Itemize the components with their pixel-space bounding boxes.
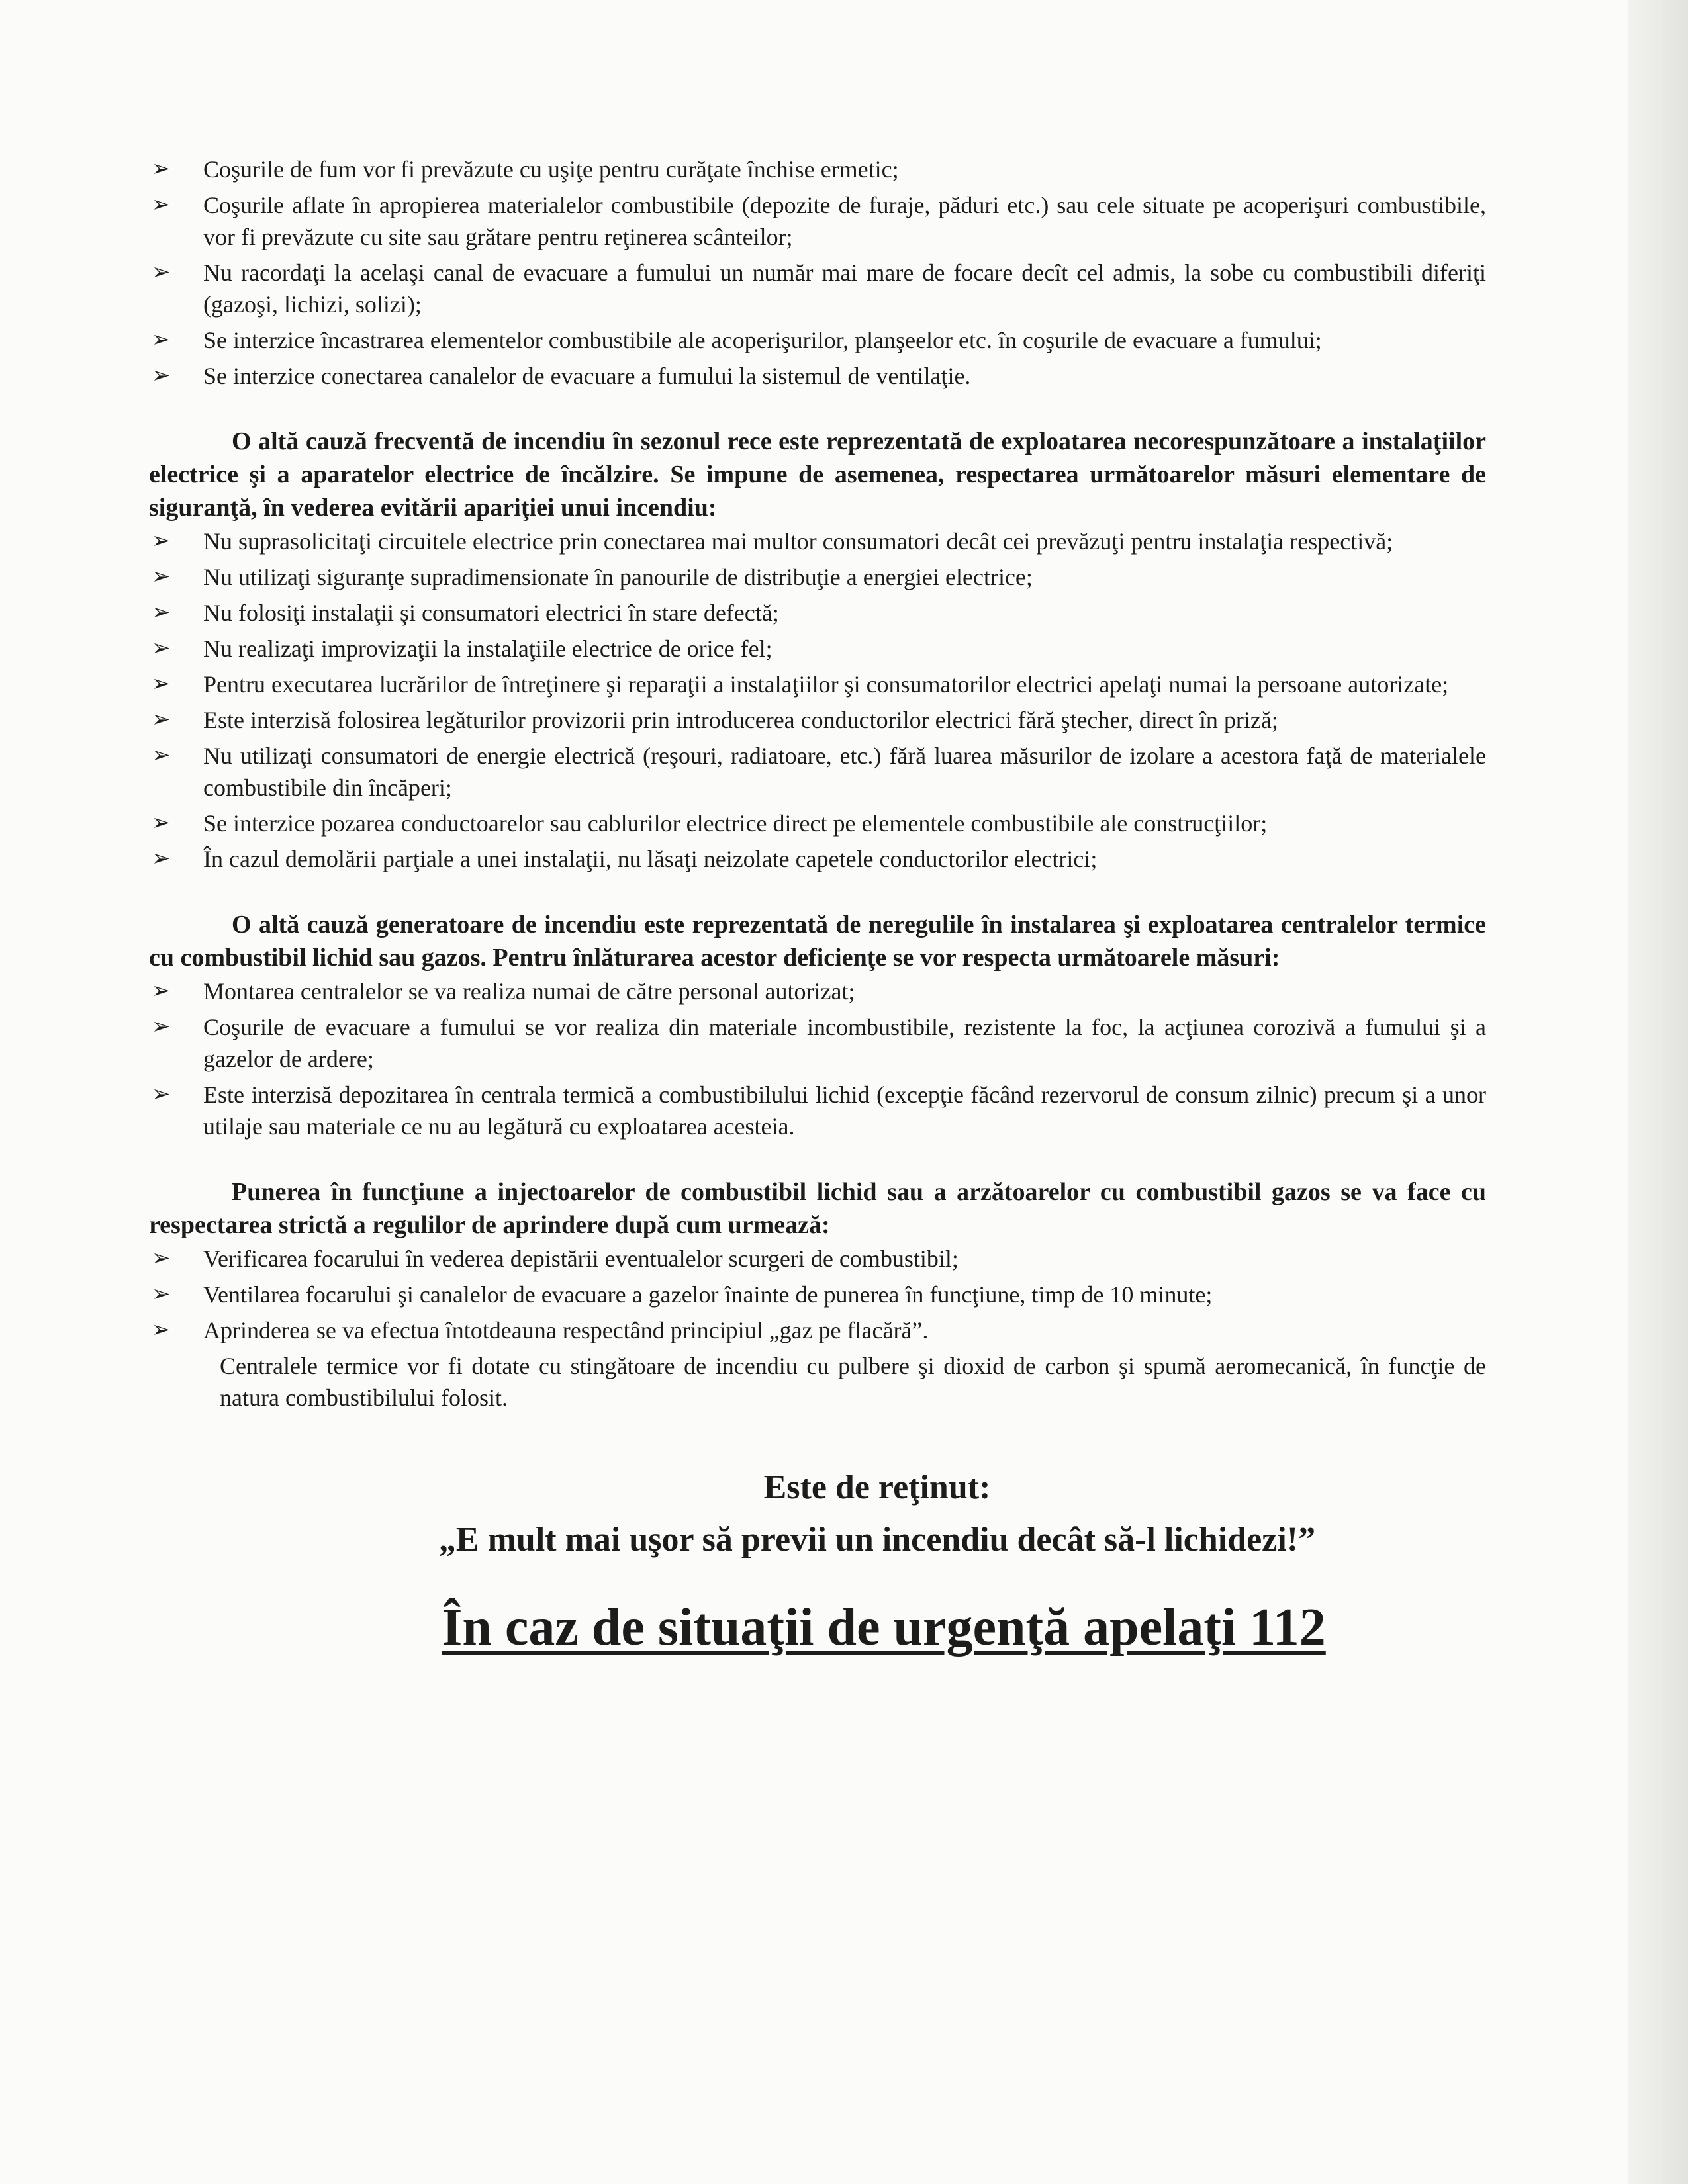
emergency-call-text: În caz de situaţii de urgenţă apelaţi 112 — [442, 1598, 1326, 1657]
list-item: ➢ Ventilarea focarului şi canalelor de evacuare a gazelor înainte de punerea în funcţiune, timp de 10 minute; — [149, 1279, 1486, 1310]
page-edge-shadow — [1628, 0, 1688, 2184]
list-item: ➢ Este interzisă depozitarea în centrala termică a combustibilului lichid (excepţie făcând rezervorul de consum zilnic) precum şi a unor utilaje sau materiale ce nu au legătură cu exploatarea acesteia. — [149, 1079, 1486, 1142]
list-item: ➢ Pentru executarea lucrărilor de întreţinere şi reparaţii a instalaţiilor şi consumatorilor electrici apelaţi numai la persoane autorizate; — [149, 668, 1486, 700]
list-item: ➢ Coşurile aflate în apropierea materialelor combustibile (depozite de furaje, păduri etc.) sau cele situate pe acoperişuri combustibile, vor fi prevăzute cu site sau grătare pentru reţinerea scânteilor; — [149, 189, 1486, 253]
arrow-bullet-icon: ➢ — [152, 672, 171, 696]
arrow-bullet-icon: ➢ — [152, 193, 171, 217]
list-item: ➢ Montarea centralelor se va realiza numai de către personal autorizat; — [149, 976, 1486, 1007]
list-item: ➢ Este interzisă folosirea legăturilor provizorii prin introducerea conductorilor electrici fără ştecher, direct în priză; — [149, 704, 1486, 736]
electrical-intro-paragraph: O altă cauză frecventă de incendiu în sezonul rece este reprezentată de exploatarea necorespunzătoare a instalaţiilor electrice şi a aparatelor electrice de încălzire. Se impune de asemenea, respectarea următoarelor măsuri elementare de siguranţă, în vederea evitării apariţiei unui incendiu: — [149, 428, 1486, 522]
list-item: ➢ Nu racordaţi la acelaşi canal de evacuare a fumului un număr mai mare de focare decît cel admis, la sobe cu combustibili diferiţi (gazoşi, lichizi, solizi); — [149, 257, 1486, 320]
arrow-bullet-icon: ➢ — [152, 636, 171, 660]
prevention-quote: „E mult mai uşor să previi un incendiu decât să-l lichidezi!” — [438, 1521, 1316, 1559]
arrow-bullet-icon: ➢ — [152, 743, 171, 768]
document-body — [149, 154, 1486, 1658]
list-item: ➢ Coşurile de fum vor fi prevăzute cu uşiţe pentru curăţate închise ermetic; — [149, 154, 1486, 185]
list-item: ➢ Se interzice încastrarea elementelor combustibile ale acoperişurilor, planşeelor etc. în coşurile de evacuare a fumului; — [149, 324, 1486, 356]
emergency-call-banner — [149, 1598, 1486, 1658]
list-item: ➢ Nu realizaţi improvizaţii la instalaţiile electrice de orice fel; — [149, 633, 1486, 664]
arrow-bullet-icon: ➢ — [152, 811, 171, 835]
arrow-bullet-icon: ➢ — [152, 707, 171, 732]
arrow-bullet-icon: ➢ — [152, 529, 171, 553]
boiler-intro-paragraph: O altă cauză generatoare de incendiu este reprezentată de neregulile în instalarea şi exploatarea centralelor termice cu combustibil lichid sau gazos. Pentru înlăturarea acestor deficienţe se vor respecta următoarele măsuri: — [149, 911, 1486, 972]
arrow-bullet-icon: ➢ — [152, 260, 171, 285]
list-item: ➢ Se interzice pozarea conductoarelor sau cablurilor electrice direct pe elementele combustibile ale construcţiilor; — [149, 807, 1486, 839]
ignition-intro-paragraph: Punerea în funcţiune a injectoarelor de combustibil lichid sau a arzătoarelor cu combustibil gazos se va face cu respectarea strictă a regulilor de aprindere după cum urmează: — [149, 1178, 1486, 1239]
list-item: ➢ Nu utilizaţi consumatori de energie electrică (reşouri, radiatoare, etc.) fără luarea măsurilor de izolare a acestora faţă de materialele combustibile din încăperi; — [149, 740, 1486, 803]
arrow-bullet-icon: ➢ — [152, 565, 171, 589]
chimney-rules-list — [149, 154, 1486, 392]
list-item: ➢ Se interzice conectarea canalelor de evacuare a fumului la sistemul de ventilaţie. — [149, 360, 1486, 392]
arrow-bullet-icon: ➢ — [152, 846, 171, 871]
arrow-bullet-icon: ➢ — [152, 157, 171, 181]
list-item: ➢ Nu suprasolicitaţi circuitele electrice prin conectarea mai multor consumatori decât cei prevăzuţi pentru instalaţia respectivă; — [149, 525, 1486, 557]
arrow-bullet-icon: ➢ — [152, 1015, 171, 1039]
electrical-rules-list — [149, 525, 1486, 875]
list-item: ➢ Coşurile de evacuare a fumului se vor realiza din materiale incombustibile, rezistente la foc, la acţiunea corozivă a fumului şi a gazelor de ardere; — [149, 1011, 1486, 1075]
arrow-bullet-icon: ➢ — [152, 1318, 171, 1342]
retain-heading: Este de reţinut: — [763, 1469, 991, 1506]
list-item: ➢ Nu utilizaţi siguranţe supradimensionate în panourile de distribuţie a energiei electrice; — [149, 561, 1486, 593]
arrow-bullet-icon: ➢ — [152, 363, 171, 388]
arrow-bullet-icon: ➢ — [152, 328, 171, 352]
arrow-bullet-icon: ➢ — [152, 979, 171, 1003]
arrow-bullet-icon: ➢ — [152, 1082, 171, 1107]
extinguisher-note: Centralele termice vor fi dotate cu stingătoare de incendiu cu pulbere şi dioxid de carbon şi spumă aeromecanică, în funcţie de natura combustibilului folosit. — [220, 1353, 1486, 1411]
list-item: ➢ Aprinderea se va efectua întotdeauna respectând principiul „gaz pe flacără”. — [149, 1314, 1486, 1346]
boiler-rules-list — [149, 976, 1486, 1142]
list-item: ➢ În cazul demolării parţiale a unei instalaţii, nu lăsaţi neizolate capetele conductorilor electrici; — [149, 843, 1486, 875]
arrow-bullet-icon: ➢ — [152, 600, 171, 625]
arrow-bullet-icon: ➢ — [152, 1282, 171, 1306]
list-item: ➢ Verificarea focarului în vederea depistării eventualelor scurgeri de combustibil; — [149, 1243, 1486, 1275]
arrow-bullet-icon: ➢ — [152, 1246, 171, 1271]
ignition-rules-list — [149, 1243, 1486, 1346]
list-item: ➢ Nu folosiţi instalaţii şi consumatori electrici în stare defectă; — [149, 597, 1486, 629]
